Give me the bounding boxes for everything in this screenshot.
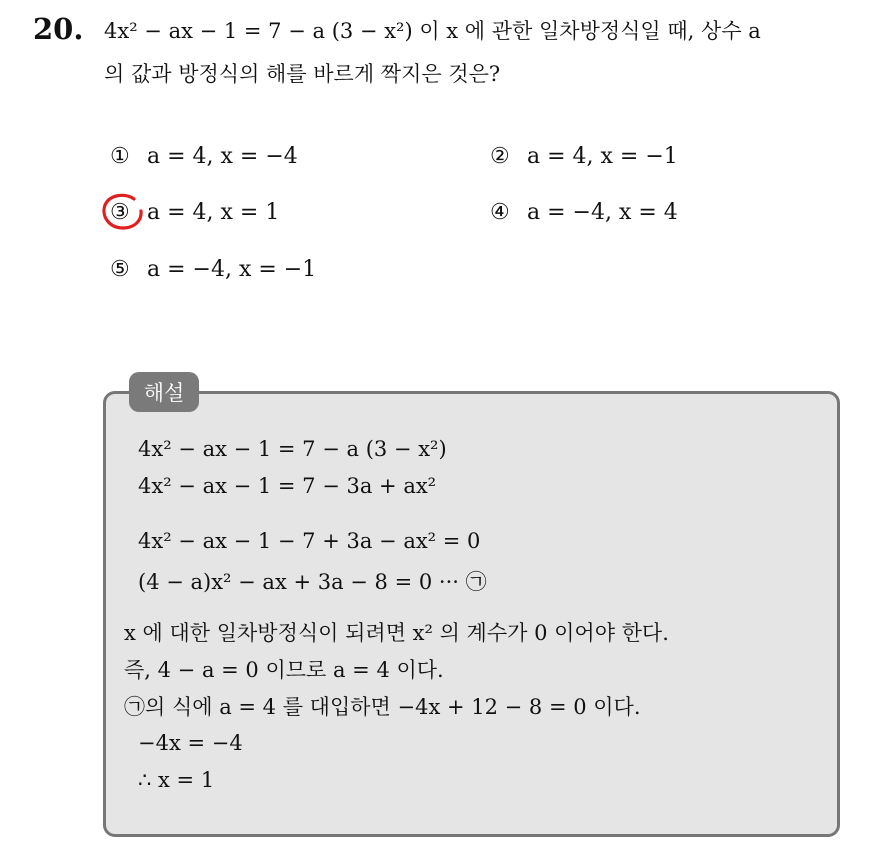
solution-line-3: 4x² − ax − 1 − 7 + 3a − ax² = 0 (138, 529, 481, 553)
question-text-line-2: 의 값과 방정식의 해를 바르게 짝지은 것은? (104, 62, 501, 86)
option-4-mark: ④ (490, 200, 510, 225)
solution-line-4: (4 − a)x² − ax + 3a − 8 = 0 ··· ㉠ (138, 570, 487, 594)
solution-line-1: 4x² − ax − 1 = 7 − a (3 − x²) (138, 437, 447, 461)
solution-line-2: 4x² − ax − 1 = 7 − 3a + ax² (138, 474, 437, 498)
option-4-text: a = −4, x = 4 (527, 200, 678, 225)
solution-line-5: x 에 대한 일차방정식이 되려면 x² 의 계수가 0 이어야 한다. (124, 621, 669, 645)
question-text-line-1: 4x² − ax − 1 = 7 − a (3 − x²) 이 x 에 관한 일차방정식일 때, 상수 a (104, 19, 761, 43)
solution-line-9: ∴ x = 1 (138, 768, 215, 792)
question-number: 20. (33, 12, 84, 46)
option-1-text: a = 4, x = −4 (147, 144, 298, 169)
option-5-text: a = −4, x = −1 (147, 257, 317, 282)
option-5[interactable] (110, 257, 316, 282)
solution-line-6: 즉, 4 − a = 0 이므로 a = 4 이다. (124, 658, 444, 682)
solution-line-8: −4x = −4 (138, 731, 243, 755)
option-5-mark: ⑤ (110, 257, 130, 282)
option-2-mark: ② (490, 144, 510, 169)
option-1-mark: ① (110, 144, 130, 169)
solution-tag: 해설 (129, 372, 199, 412)
option-2-text: a = 4, x = −1 (527, 144, 678, 169)
option-2[interactable] (490, 144, 678, 169)
option-1[interactable] (110, 144, 298, 169)
option-3-mark: ③ (110, 200, 130, 225)
option-3-text: a = 4, x = 1 (147, 200, 280, 225)
option-4[interactable] (490, 200, 678, 225)
answer-circle-icon (101, 192, 145, 232)
solution-line-7: ㉠의 식에 a = 4 를 대입하면 −4x + 12 − 8 = 0 이다. (124, 695, 641, 719)
